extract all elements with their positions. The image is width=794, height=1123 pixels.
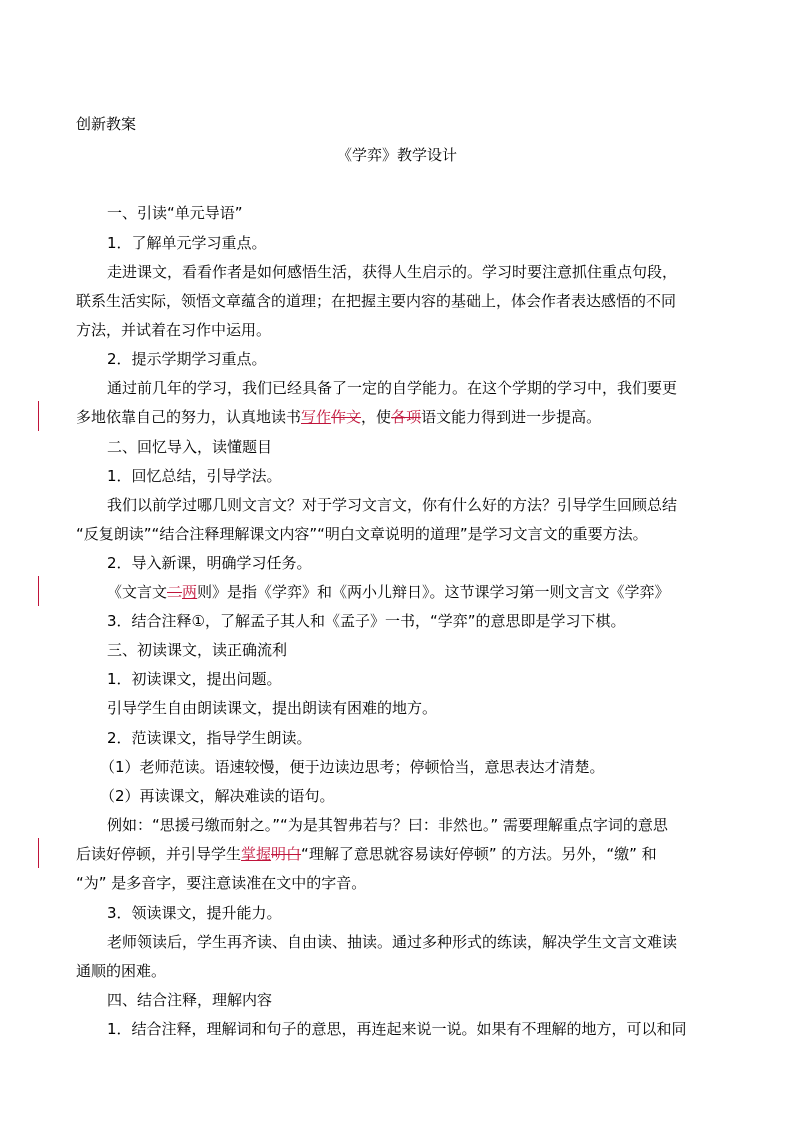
paragraph-line: 3．结合注释①，了解孟子其人和《孟子》一书，“学弈”的意思即是学习下棋。 bbox=[107, 612, 626, 630]
revision-bar bbox=[38, 401, 39, 431]
header-label: 创新教案 bbox=[76, 115, 137, 133]
paragraph-line: 1．了解单元学习重点。 bbox=[107, 234, 267, 252]
paragraph-line: 走进课文，看看作者是如何感悟生活，获得人生启示的。学习时要注意抓住重点句段， bbox=[107, 263, 678, 281]
paragraph-line: 1．结合注释，理解词和句子的意思，再连起来说一说。如果有不理解的地方，可以和同 bbox=[107, 1020, 687, 1038]
text-run: “理解了意思就容易读好停顿” 的方法。另外，“缴” 和 bbox=[301, 845, 657, 863]
paragraph-line: 引导学生自由朗读课文，提出朗读有困难的地方。 bbox=[107, 699, 438, 717]
deleted-text: 二 bbox=[167, 583, 183, 601]
paragraph-line: “为” 是多音字，要注意读准在文中的字音。 bbox=[76, 874, 367, 892]
paragraph-line: （1）老师范读。语速较慢，便于边读边思考；停顿恰当，意思表达才清楚。 bbox=[100, 758, 605, 776]
paragraph-line-revised bbox=[76, 844, 657, 864]
paragraph-line: 方法，并试着在习作中运用。 bbox=[76, 321, 272, 339]
paragraph-line-revised bbox=[107, 582, 670, 602]
paragraph-line: 我们以前学过哪几则文言文？对于学习文言文，你有什么好的方法？引导学生回顾总结 bbox=[107, 496, 678, 514]
inserted-text: 写作 bbox=[301, 408, 332, 426]
paragraph-line: 2．提示学期学习重点。 bbox=[107, 350, 267, 368]
text-run: 语文能力得到进一步提高。 bbox=[421, 408, 602, 426]
paragraph-line: 2．导入新课，明确学习任务。 bbox=[107, 554, 312, 572]
text-run: 《文言文 bbox=[107, 583, 168, 601]
deleted-text: 明白 bbox=[271, 845, 302, 863]
paragraph-line: 3．领读课文，提升能力。 bbox=[107, 904, 282, 922]
section-heading-3: 三、初读课文，读正确流利 bbox=[107, 641, 288, 659]
paragraph-line-revised bbox=[76, 407, 601, 427]
paragraph-line: “反复朗读”“结合注释理解课文内容”“明白文章说明的道理”是学习文言文的重要方法。 bbox=[76, 525, 648, 543]
text-run: 则》是指《学弈》和《两小儿辩日》。这节课学习第一则文言文《学弈》 bbox=[197, 583, 670, 601]
deleted-text: 各项 bbox=[391, 408, 422, 426]
section-heading-1: 一、引读“单元导语” bbox=[107, 204, 243, 222]
revision-bar bbox=[38, 838, 39, 868]
paragraph-line: （2）再读课文，解决难读的语句。 bbox=[100, 787, 335, 805]
paragraph-line: 通过前几年的学习，我们已经具备了一定的自学能力。在这个学期的学习中，我们要更 bbox=[107, 379, 678, 397]
paragraph-line: 例如：“思援弓缴而射之。”“为是其智弗若与？曰：非然也。” 需要理解重点字词的意思 bbox=[107, 816, 668, 834]
inserted-text: 掌握 bbox=[241, 845, 272, 863]
paragraph-line: 2．范读课文，指导学生朗读。 bbox=[107, 729, 312, 747]
paragraph-line: 通顺的困难。 bbox=[76, 962, 167, 980]
paragraph-line: 联系生活实际，领悟文章蕴含的道理；在把握主要内容的基础上，体会作者表达感悟的不同 bbox=[76, 292, 677, 310]
inserted-text: 两 bbox=[182, 583, 198, 601]
text-run: 多地依靠自己的努力，认真地读书 bbox=[76, 408, 302, 426]
text-run: 后读好停顿，并引导学生 bbox=[76, 845, 242, 863]
document-title: 《学弈》教学设计 bbox=[336, 146, 457, 164]
paragraph-line: 老师领读后，学生再齐读、自由读、抽读。通过多种形式的练读，解决学生文言文难读 bbox=[107, 933, 678, 951]
section-heading-4: 四、结合注释，理解内容 bbox=[107, 991, 273, 1009]
paragraph-line: 1．回忆总结，引导学法。 bbox=[107, 467, 282, 485]
revision-bar bbox=[38, 576, 39, 606]
text-run: ，使 bbox=[361, 408, 392, 426]
paragraph-line: 1．初读课文，提出问题。 bbox=[107, 670, 282, 688]
section-heading-2: 二、回忆导入，读懂题目 bbox=[107, 438, 273, 456]
deleted-text: 作文 bbox=[331, 408, 362, 426]
